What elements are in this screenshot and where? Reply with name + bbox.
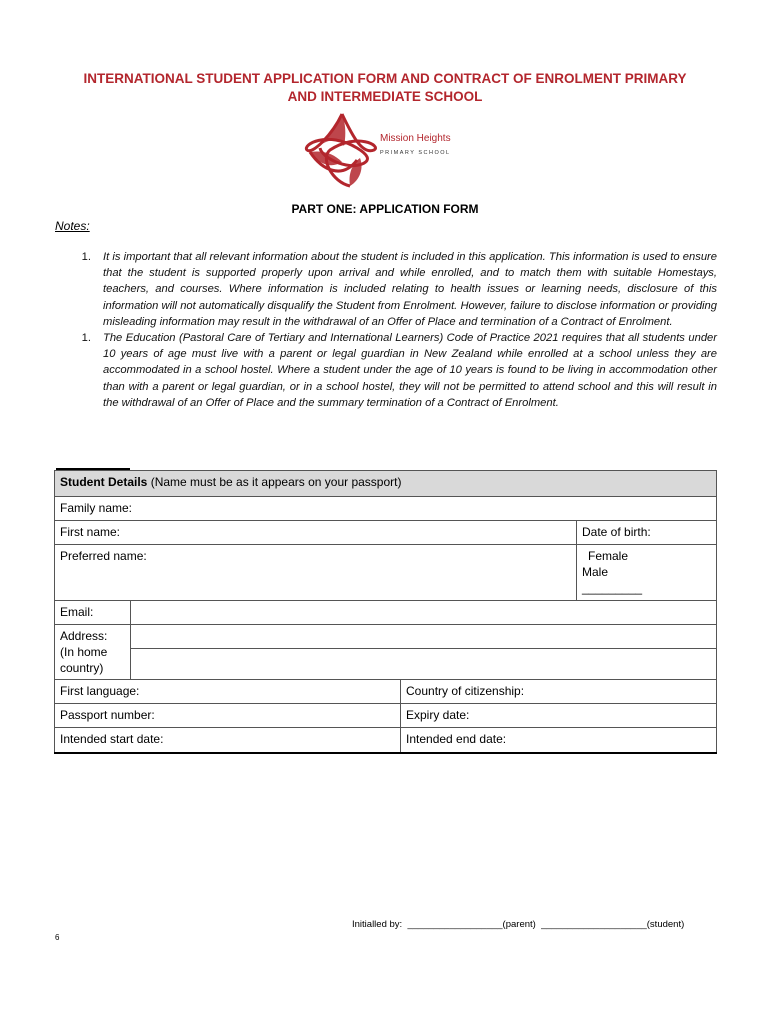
triquetra-logo-icon xyxy=(302,110,472,190)
expiry-date-label: Expiry date: xyxy=(406,708,470,722)
school-logo xyxy=(302,110,472,190)
address-input-line-1[interactable] xyxy=(131,625,717,649)
form-header xyxy=(55,471,717,497)
address-label-cell xyxy=(55,625,131,680)
email-label-cell xyxy=(55,601,131,625)
gender-blank: _________ xyxy=(582,581,643,595)
document-title xyxy=(40,70,730,106)
end-date-label: Intended end date: xyxy=(406,732,507,746)
note-number: 1. xyxy=(81,332,91,345)
logo-subtitle: PRIMARY SCHOOL xyxy=(380,150,451,156)
end-date-field[interactable] xyxy=(401,728,717,753)
expiry-date-field[interactable] xyxy=(401,704,717,728)
address-note-1: (In home xyxy=(60,645,108,659)
gender-field[interactable] xyxy=(577,545,717,601)
address-input-line-2[interactable] xyxy=(131,649,717,680)
student-details-table xyxy=(54,470,717,754)
form-header-note: (Name must be as it appears on your passport) xyxy=(147,475,402,489)
first-language-field[interactable] xyxy=(55,680,401,704)
citizenship-field[interactable] xyxy=(401,680,717,704)
initialled-by-line: Initialled by: __________________(parent) ____________________(student) xyxy=(352,919,685,930)
family-name-label: Family name: xyxy=(60,501,133,515)
form-header-bold: Student Details xyxy=(60,475,148,489)
notes-list xyxy=(55,249,717,411)
gender-male-option[interactable]: Male xyxy=(582,565,609,579)
date-of-birth-field[interactable] xyxy=(577,521,717,545)
title-line-2: AND INTERMEDIATE SCHOOL xyxy=(287,89,483,104)
note-number: 1. xyxy=(81,251,91,263)
note-text: The Education (Pastoral Care of Tertiary and International Learners) Code of Practice 2021 requires that all students under 10 years of age must live with a parent or legal guardian in New Zealand while enrolled at a school unless they are accommodated in a school hostel. Where a student under the age of 10 years is found to be living in accommodation other than with a parent or legal guardian, or in a school hostel, they will not be permitted to attend school and this will result in the withdrawal of an Offer of Place and the summary termination of a Contract of Enrolment. xyxy=(103,332,717,409)
email-label: Email: xyxy=(60,605,94,619)
preferred-name-field[interactable] xyxy=(55,545,577,601)
page-number: 6 xyxy=(55,933,60,942)
section-title: PART ONE: APPLICATION FORM xyxy=(291,202,479,216)
address-note-2: country) xyxy=(60,661,104,675)
note-item xyxy=(55,249,717,330)
notes-label: Notes: xyxy=(55,219,90,233)
family-name-field[interactable] xyxy=(55,497,717,521)
start-date-field[interactable] xyxy=(55,728,401,753)
email-input[interactable] xyxy=(131,601,717,625)
preferred-name-label: Preferred name: xyxy=(60,549,147,563)
student-details-form xyxy=(54,470,716,754)
logo-name: Mission Heights xyxy=(380,133,451,144)
passport-number-field[interactable] xyxy=(55,704,401,728)
first-name-label: First name: xyxy=(60,525,121,539)
title-line-1: INTERNATIONAL STUDENT APPLICATION FORM AND CONTRACT OF ENROLMENT PRIMARY xyxy=(83,71,687,86)
note-item xyxy=(55,330,717,411)
citizenship-label: Country of citizenship: xyxy=(406,684,525,698)
gender-female-option[interactable]: Female xyxy=(588,549,629,563)
first-name-field[interactable] xyxy=(55,521,577,545)
passport-number-label: Passport number: xyxy=(60,708,155,722)
address-label: Address: xyxy=(60,629,108,643)
note-text: It is important that all relevant information about the student is included in this application. This information is used to ensure that the student is supported properly upon arrival and while enrolled, and to match them with suitable Homestays, teachers, and courses. Where information is included relating to health issues or learning needs, disclosure of this information will not automatically disqualify the Student from Enrolment. However, failure to disclose information or providing misleading information may result in the withdrawal of an Offer of Place and termination of a Contract of Enrolment. xyxy=(103,251,717,328)
start-date-label: Intended start date: xyxy=(60,732,164,746)
date-of-birth-label: Date of birth: xyxy=(582,525,651,539)
first-language-label: First language: xyxy=(60,684,140,698)
